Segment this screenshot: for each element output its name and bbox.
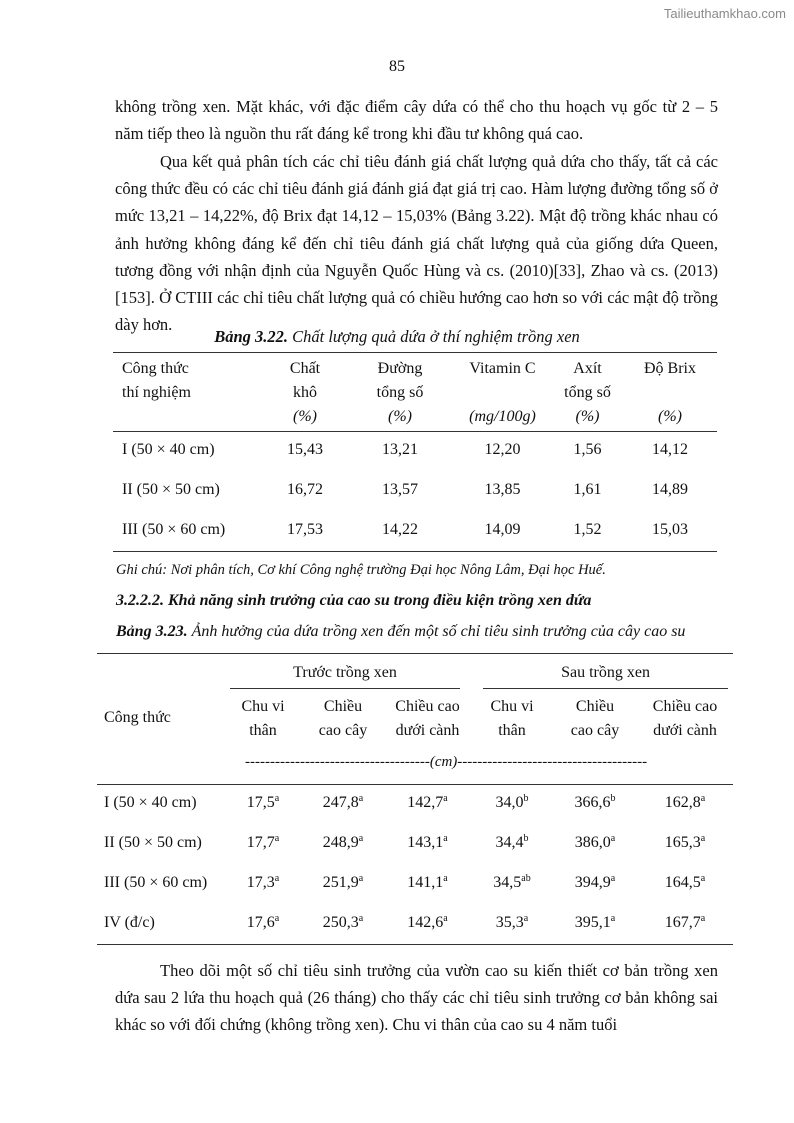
t2-r2-c1: 251,9$^a$ — [322, 873, 364, 891]
table-3-22-header-rule — [113, 431, 717, 432]
t2-r1-c4: 386,0$^a$ — [574, 833, 616, 851]
t2-r0-c4: 366,6$^b$ — [574, 793, 616, 811]
t2-r2-label: III (50 × 60 cm) — [104, 874, 208, 891]
table-3-23-caption — [116, 623, 685, 641]
t1-h4-unit: (%) — [575, 408, 600, 425]
t2-r3-c0: 17,6$^a$ — [246, 913, 280, 931]
t2-r1-c0: 17,7$^a$ — [246, 833, 280, 851]
t1-h2-line2: tổng số — [376, 384, 424, 401]
page-number: 85 — [389, 58, 405, 75]
table-3-22-caption — [0, 327, 794, 347]
t1-h1-line1: Chất — [289, 360, 321, 377]
t2-r3-c5: 167,7$^a$ — [664, 913, 706, 931]
t1-h4-line2: tổng số — [564, 384, 611, 401]
paragraph-1: không trồng xen. Mặt khác, với đặc điểm cây dứa có thể cho thu hoạch vụ gốc từ 2 – 5 năm tiếp theo là nguồn thu rất đáng kể trong khi đầu tư không quá cao. — [115, 97, 718, 144]
t2-sh3-line1: Chu vi — [490, 698, 534, 715]
t1-r1-c5: 14,89 — [652, 481, 688, 498]
t1-r2-c2: 14,22 — [382, 521, 418, 538]
t2-sh1-line2: cao cây — [318, 722, 368, 739]
t1-h2-line1: Đường — [377, 360, 423, 377]
t2-sh5-line1: Chiều cao — [652, 698, 718, 715]
t2-sh4-line2: cao cây — [570, 722, 620, 739]
t2-sh3-line2: thân — [498, 722, 526, 739]
t1-r0-c4: 1,56 — [573, 441, 602, 458]
t1-r1-c3: 13,85 — [484, 481, 521, 498]
t1-r2-c5: 15,03 — [652, 521, 688, 538]
t2-row-header: Công thức — [104, 709, 171, 726]
t2-r1-label: II (50 × 50 cm) — [104, 834, 202, 851]
t2-r1-c5: 165,3$^a$ — [664, 833, 706, 851]
t1-h0-line1: Công thức — [122, 360, 189, 377]
t2-r1-c2: 143,1$^a$ — [407, 833, 448, 851]
t1-r2-c4: 1,52 — [573, 521, 602, 538]
table-3-22-note: Ghi chú: Nơi phân tích, Cơ khí Công nghệ trường Đại học Nông Lâm, Đại học Huế. — [116, 562, 606, 578]
paragraph-2: Qua kết quả phân tích các chỉ tiêu đánh giá chất lượng quả dứa cho thấy, tất cả các công thức đều có các chỉ tiêu đánh giá đánh giá đạt giá trị cao. Hàm lượng đường tổng số ở mức 13,21 – 14,22%, độ Brix đạt 14,12 – 15,03% (Bảng 3.22). Mật độ trồng khác nhau có ảnh hưởng không đáng kể đến chỉ tiêu đánh giá chất lượng quả của giống dứa Queen, tương đồng với nhận định của Nguyễn Quốc Hùng và cs. (2010)[33], Zhao và cs. (2013)[153]. Ở CTIII các chỉ tiêu chất lượng quả có chiều hướng cao hơn so với các mật độ trồng dày hơn. — [115, 152, 718, 335]
t2-sh0-line2: thân — [249, 722, 277, 739]
t1-r2-c1: 17,53 — [287, 521, 323, 538]
t1-r0-c1: 15,43 — [287, 441, 323, 458]
t2-sh2-line2: dưới cành — [395, 722, 460, 739]
t2-r2-c4: 394,9$^a$ — [574, 873, 616, 891]
t2-group-after-rule — [483, 688, 728, 689]
t1-r1-c2: 13,57 — [382, 481, 418, 498]
t1-h1-line2: khô — [293, 384, 317, 401]
table-3-23-bottom-rule — [97, 944, 733, 945]
t2-group-before: Trước trồng xen — [293, 664, 397, 681]
t2-r0-c5: 162,8$^a$ — [664, 793, 706, 811]
t2-group-after: Sau trồng xen — [561, 664, 650, 681]
t2-sh4-line1: Chiều — [575, 698, 615, 715]
t1-r2-label: III (50 × 60 cm) — [122, 521, 226, 538]
t2-sh1-line1: Chiều — [323, 698, 363, 715]
t1-h2-unit: (%) — [388, 408, 412, 425]
t1-h5-unit: (%) — [658, 408, 682, 425]
t2-sh5-line2: dưới cành — [653, 722, 717, 739]
t1-r1-label: II (50 × 50 cm) — [122, 481, 220, 498]
t2-r0-label: I (50 × 40 cm) — [104, 794, 197, 811]
t1-r1-c4: 1,61 — [573, 481, 602, 498]
t1-r0-c3: 12,20 — [484, 441, 521, 458]
t1-h3-unit: (mg/100g) — [469, 408, 536, 425]
table-3-22-top-rule — [113, 352, 717, 353]
table-3-22-bottom-rule — [113, 551, 717, 552]
table-3-23-top-rule — [97, 653, 733, 654]
t2-r3-label: IV (đ/c) — [104, 914, 155, 931]
t2-sh0-line1: Chu vi — [241, 698, 285, 715]
table-3-23-caption-text: Ảnh hưởng của dứa trồng xen đến một số chỉ tiêu sinh trưởng của cây cao su — [187, 623, 686, 640]
t2-r0-c2: 142,7$^a$ — [407, 793, 448, 811]
t1-r0-c2: 13,21 — [382, 441, 418, 458]
t1-r0-c5: 14,12 — [652, 441, 688, 458]
paragraph-3: Theo dõi một số chỉ tiêu sinh trưởng của vườn cao su kiến thiết cơ bản trồng xen dứa sau 2 lứa thu hoạch quả (26 tháng) cho thấy các chỉ tiêu sinh trưởng cơ bản không sai khác so với đối chứng (không trồng xen). Chu vi thân của cao su 4 năm tuổi — [115, 961, 718, 1035]
table-3-22-caption-label: Bảng 3.22. — [214, 327, 288, 346]
t2-r2-c3: 34,5$^{ab}$ — [493, 873, 531, 891]
t2-r2-c0: 17,3$^a$ — [246, 873, 280, 891]
t2-r1-c3: 34,4$^b$ — [495, 833, 529, 851]
watermark: Tailieuthamkhao.com — [663, 6, 786, 21]
t2-r3-c1: 250,3$^a$ — [322, 913, 364, 931]
t2-group-before-rule — [230, 688, 460, 689]
t1-h4-line1: Axít — [573, 360, 602, 377]
t2-r1-c1: 248,9$^a$ — [322, 833, 364, 851]
t1-r0-label: I (50 × 40 cm) — [122, 441, 215, 458]
t2-r2-c2: 141,1$^a$ — [407, 873, 448, 891]
table-3-23-header-rule — [97, 784, 733, 785]
t1-r1-c1: 16,72 — [287, 481, 323, 498]
t2-r0-c1: 247,8$^a$ — [322, 793, 364, 811]
t2-r3-c3: 35,3$^a$ — [495, 913, 529, 931]
t2-r2-c5: 164,5$^a$ — [664, 873, 706, 891]
t1-h1-unit: (%) — [293, 408, 317, 425]
table-3-22-caption-text: Chất lượng quả dứa ở thí nghiệm trồng xen — [288, 327, 580, 346]
section-heading: 3.2.2.2. Khả năng sinh trưởng của cao su trong điều kiện trồng xen dứa — [116, 592, 592, 609]
t2-r3-c4: 395,1$^a$ — [574, 913, 616, 931]
t1-r2-c3: 14,09 — [484, 521, 521, 538]
t2-r3-c2: 142,6$^a$ — [407, 913, 448, 931]
t1-h3-line1: Vitamin C — [469, 360, 536, 377]
t1-h0-line2: thí nghiệm — [122, 384, 191, 401]
t2-sh2-line1: Chiều cao — [395, 698, 460, 715]
t2-r0-c0: 17,5$^a$ — [246, 793, 280, 811]
t1-h5-line1: Độ Brix — [644, 360, 696, 377]
table-3-23-caption-label: Bảng 3.23. — [116, 623, 188, 640]
t2-unit-row: -------------------------------------(cm)-------------------------------------- — [245, 754, 648, 770]
t2-r0-c3: 34,0$^b$ — [495, 793, 529, 811]
